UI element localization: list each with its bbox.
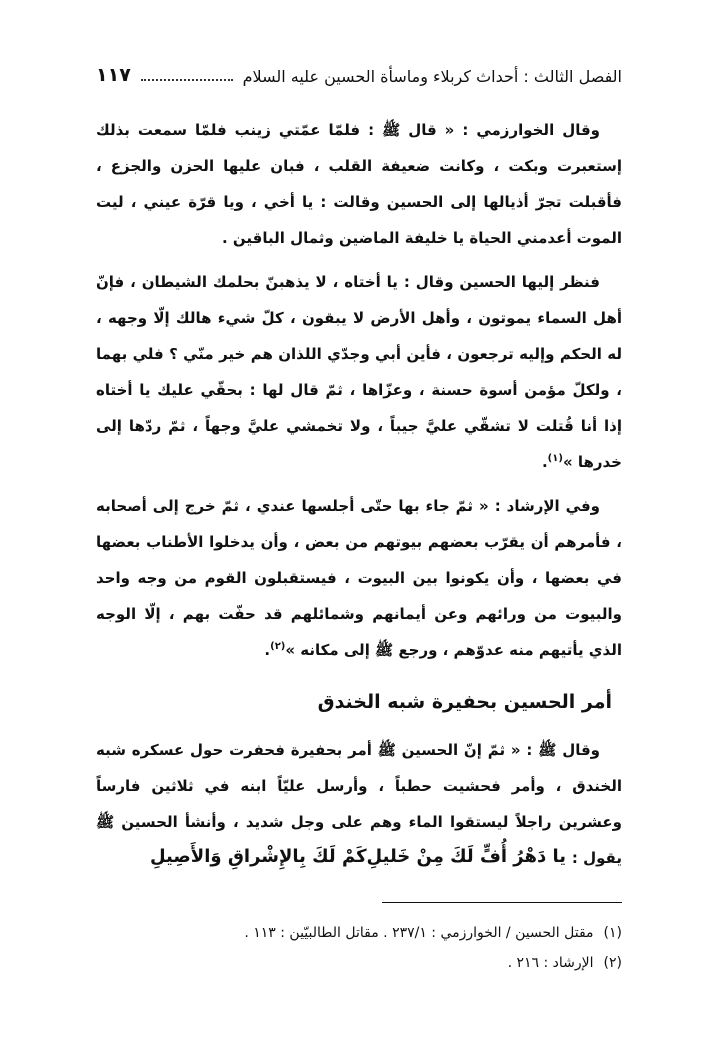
footnote-2 — [96, 948, 622, 978]
footnote-divider — [382, 902, 622, 903]
poetry-verse — [150, 836, 566, 876]
chapter-title: الفصل الثالث : أحداث كربلاء وماسأة الحسين عليه السلام — [242, 67, 622, 86]
footnote-ref-2: (٢) — [270, 641, 286, 652]
footnotes — [96, 918, 622, 978]
page-number: ١١٧ — [96, 64, 131, 86]
paragraph-husayn-reply: فنظر إليها الحسين وقال : يا أختاه ، لا يذهبنّ بحلمك الشيطان ، فإنّ أهل السماء يموتون ، وأهل الأرض لا يبقون ، كلّ شيء هالك إلّا وجهه ، له الحكم وإليه ترجعون ، فأين أبي وجدّي اللذان هم خير منّي ؟ فلي بهما ، ولكلّ مؤمن أسوة حسنة ، وعزّاها ، ثمّ قال لها : بحقّي عليك يا أختاه إذا أنا قُتلت لا تشقّي عليَّ جيباً ، ولا تخمشي عليَّ وجهاً ، ثمّ ردّها إلى خدرها »$^{(١)}$. — [96, 273, 622, 471]
dotted-leader — [141, 79, 233, 81]
verse-first-hemistich: يا دَهْرُ أُفٍّ لَكَ مِنْ خَليلِ — [366, 845, 566, 867]
verse-second-hemistich: كَمْ لَكَ بِالإِشْراقِ وَالأَصِيلِ — [149, 845, 367, 867]
footnote-number: (٢) — [603, 955, 622, 971]
paragraph-text: وقال الخوارزمي : « قال ﷺ : فلمّا عمّتي زينب فلمّا سمعت بذلك إستعبرت وبكت ، وكانت ضعيفة القلب ، فبان عليها الحزن والجزع ، فأقبلت تجرّ أذيالها إلى الحسين وقالت : يا أخي ، ويا قرّة عيني ، ليت الموت أعدمني الحياة يا خليفة الماضين وثمال الباقين . — [96, 121, 622, 247]
footnote-text: مقتل الحسين / الخوارزمي : ٢٣٧/١ . مقاتل الطالبيّين : ١١٣ . — [244, 925, 594, 941]
paragraph-text: وفي الإرشاد : « ثمّ جاء بها حتّى أجلسها عندي ، ثمّ خرج إلى أصحابه ، فأمرهم أن يقرّب بعضهم بيوتهم من بعض ، وأن يدخلوا الأطناب بعضها في بعضها ، وأن يكونوا بين البيوت ، فيستقبلون القوم من وجه واحد والبيوت من ورائهم وعن أيمانهم وشمائلهم قد حفّت بهم ، إلّا الوجه الذي يأتيهم منه عدوّهم ، ورجع ﷺ إلى مكانه » — [96, 497, 622, 659]
section-heading: أمر الحسين بحفيرة شبه الخندق — [317, 691, 612, 713]
footnote-text: الإرشاد : ٢١٦ . — [507, 955, 594, 971]
main-text — [96, 112, 622, 876]
footnote-number: (١) — [603, 925, 622, 941]
paragraph-khwarazmi — [96, 112, 622, 256]
footnote-1 — [96, 918, 622, 948]
paragraph-text: وقال ﷺ : « ثمّ إنّ الحسين ﷺ أمر بحفيرة فحفرت حول عسكره شبه الخندق ، وأمر فحشيت حطباً ، وأرسل عليّاً ابنه في ثلاثين فارساً وعشرين راجلاً ليستقوا الماء وهم على وجل شديد ، وأنشأ الحسين ﷺ يقول : — [96, 741, 622, 867]
paragraph-text: فنظر إليها الحسين وقال : يا أختاه ، لا يذهبنّ بحلمك الشيطان ، فإنّ أهل السماء يموتون ، وأهل الأرض لا يبقون ، كلّ شيء هالك إلّا وجهه ، له الحكم وإليه ترجعون ، فأين أبي وجدّي اللذان هم خير منّي ؟ فلي بهما ، ولكلّ مؤمن أسوة حسنة ، وعزّاها ، ثمّ قال لها : بحقّي عليك يا أختاه إذا أنا قُتلت لا تشقّي عليَّ جيباً ، ولا تخمشي عليَّ وجهاً ، ثمّ ردّها إلى خدرها » — [96, 273, 622, 471]
paragraph-irshad: وفي الإرشاد : « ثمّ جاء بها حتّى أجلسها عندي ، ثمّ خرج إلى أصحابه ، فأمرهم أن يقرّب بعضهم بيوتهم من بعض ، وأن يدخلوا الأطناب بعضها في بعضها ، وأن يكونوا بين البيوت ، فيستقبلون القوم من وجه واحد والبيوت من ورائهم وعن أيمانهم وشمائلهم قد حفّت بهم ، إلّا الوجه الذي يأتيهم منه عدوّهم ، ورجع ﷺ إلى مكانه »$^{(٢)}$. — [96, 497, 622, 659]
running-header — [96, 58, 622, 86]
footnote-ref-1: (١) — [547, 453, 563, 464]
